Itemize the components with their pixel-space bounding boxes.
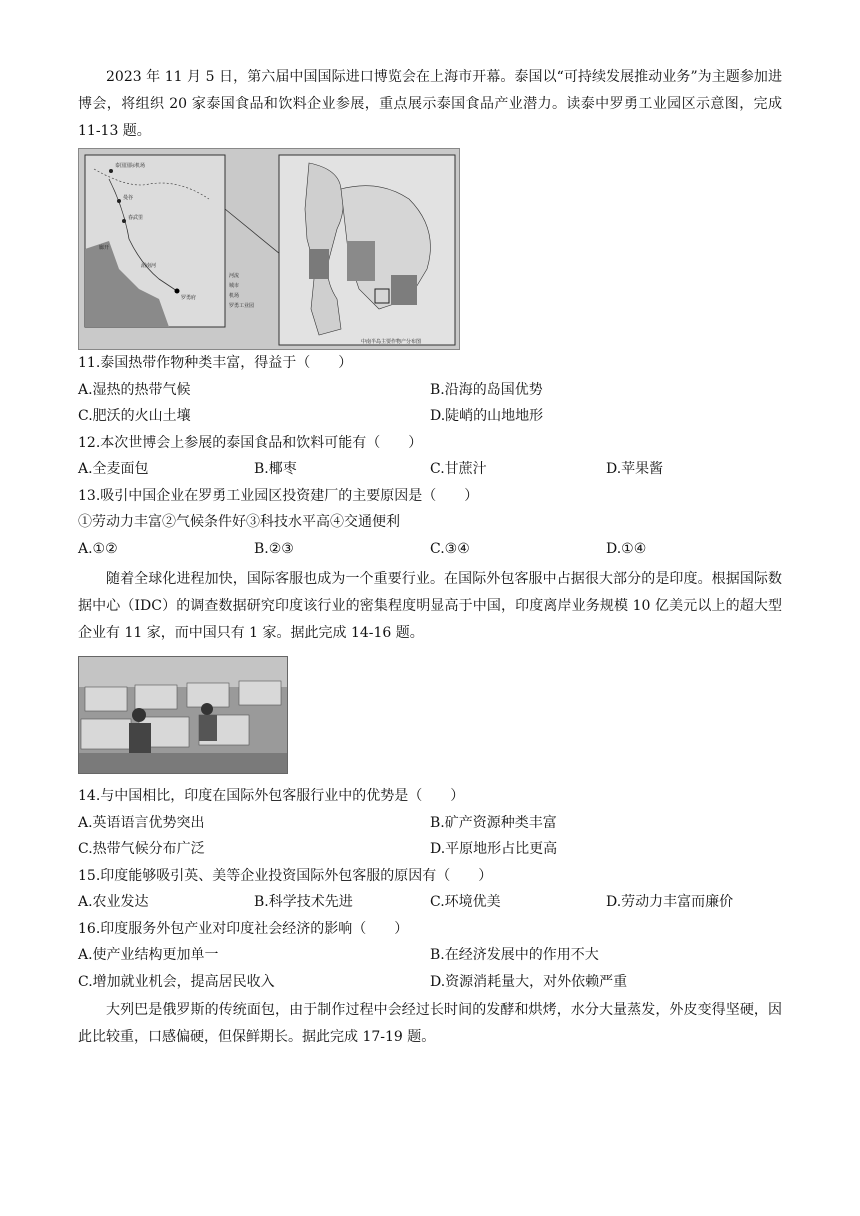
airport-marker [109,169,113,173]
option-a[interactable]: A.全麦面包 [78,461,149,477]
questions-14-16 [78,783,782,995]
inset-label: 罗勇府 [181,295,197,301]
option-b[interactable]: B.科学技术先进 [254,894,353,910]
industrial-park-marker [175,289,180,294]
call-center-photo [78,656,288,774]
options-row [78,810,782,837]
legend-item: 河流 [229,273,240,279]
option-d[interactable]: D.苹果酱 [606,461,664,477]
options-row [78,536,782,563]
options-row [78,889,782,916]
option-c[interactable]: C.③④ [430,540,470,557]
option-a[interactable]: A.英语语言优势突出 [78,814,205,831]
option-b[interactable]: B.在经济发展中的作用不大 [430,947,599,963]
passage-text: 随着全球化进程加快，国际客服也成为一个重要行业。在国际外包客服中占据很大部分的是印度。根据国际数据中心（IDC）的调查数据研究印度该行业的密集程度明显高于中国，印度离岸业务规模 10 亿美元以上的超大型企业有 11 家，而中国只有 1 家。据此完成 14-16 题。 [78,571,782,641]
questions-11-13 [78,350,782,562]
option-b[interactable]: B.矿产资源种类丰富 [430,814,557,831]
option-c[interactable]: C.环境优美 [430,894,501,910]
option-a[interactable]: A.湿热的热带气候 [78,381,191,398]
question-stem: 13.吸引中国企业在罗勇工业园区投资建厂的主要原因是（ ） [78,487,479,504]
option-c[interactable]: C.热带气候分布广泛 [78,841,205,857]
passage-11-13 [78,64,782,145]
option-c[interactable]: C.增加就业机会，提高居民收入 [78,973,275,990]
option-a[interactable]: A.使产业结构更加单一 [78,947,219,963]
question-sub-items: ①劳动力丰富②气候条件好③科技水平高④交通便利 [78,514,400,530]
inset-label: 湄南河 [141,263,157,269]
passage-text: 大列巴是俄罗斯的传统面包，由于制作过程中会经过长时间的发酵和烘烤，水分大量蒸发，外皮变得坚硬，因此比较重，口感偏硬，但保鲜期长。据此完成 17-19 题。 [78,1002,782,1045]
options-row [78,403,782,430]
legend-item: 罗勇工业园 [229,303,255,309]
option-b[interactable]: B.②③ [254,540,294,557]
option-d[interactable]: D.资源消耗量大，对外依赖严重 [430,973,628,990]
question-stem: 14.与中国相比，印度在国际外包客服行业中的优势是（ ） [78,788,465,804]
options-row [78,969,782,996]
option-c[interactable]: C.肥沃的火山土壤 [78,408,191,424]
passage-14-16 [78,566,782,647]
map-figure [78,148,460,350]
option-d[interactable]: D.陡峭的山地地形 [430,408,544,424]
options-row [78,942,782,969]
option-a[interactable]: A.①② [78,540,118,557]
question-stem: 16.印度服务外包产业对印度社会经济的影响（ ） [78,920,409,937]
inset-label: 廊开 [99,245,110,251]
option-c[interactable]: C.甘蔗汁 [430,461,487,477]
options-row [78,456,782,483]
legend-item: 机场 [229,293,240,299]
question-stem: 15.印度能够吸引英、美等企业投资国际外包客服的原因有（ ） [78,867,493,884]
option-d[interactable]: D.平原地形占比更高 [430,841,558,857]
legend-item: 城市 [229,283,240,289]
option-b[interactable]: B.沿海的岛国优势 [430,381,543,398]
inset-label: 泰国国际机场 [115,163,146,169]
question-stem: 11.泰国热带作物种类丰富，得益于（ ） [78,355,353,371]
question-stem: 12.本次世博会上参展的泰国食品和饮料可能有（ ） [78,434,423,451]
passage-text: 2023 年 11 月 5 日，第六届中国国际进口博览会在上海市开幕。泰国以“可持续发展推动业务”为主题参加进博会，将组织 20 家泰国食品和饮料企业参展，重点展示泰国食品产业潜力。读泰中罗勇工业园区示意图，完成 11-13 题。 [78,69,782,139]
option-d[interactable]: D.①④ [606,540,647,557]
passage-17-19 [78,997,782,1051]
option-d[interactable]: D.劳动力丰富而廉价 [606,894,734,910]
option-a[interactable]: A.农业发达 [78,894,149,910]
option-b[interactable]: B.椰枣 [254,461,297,477]
options-row [78,836,782,863]
map-illustration [79,149,459,349]
inset-label: 曼谷 [123,195,134,201]
map-caption: 中南半岛主要作物产分布图 [361,339,422,345]
inset-label: 春武里 [128,215,144,221]
options-row [78,377,782,404]
